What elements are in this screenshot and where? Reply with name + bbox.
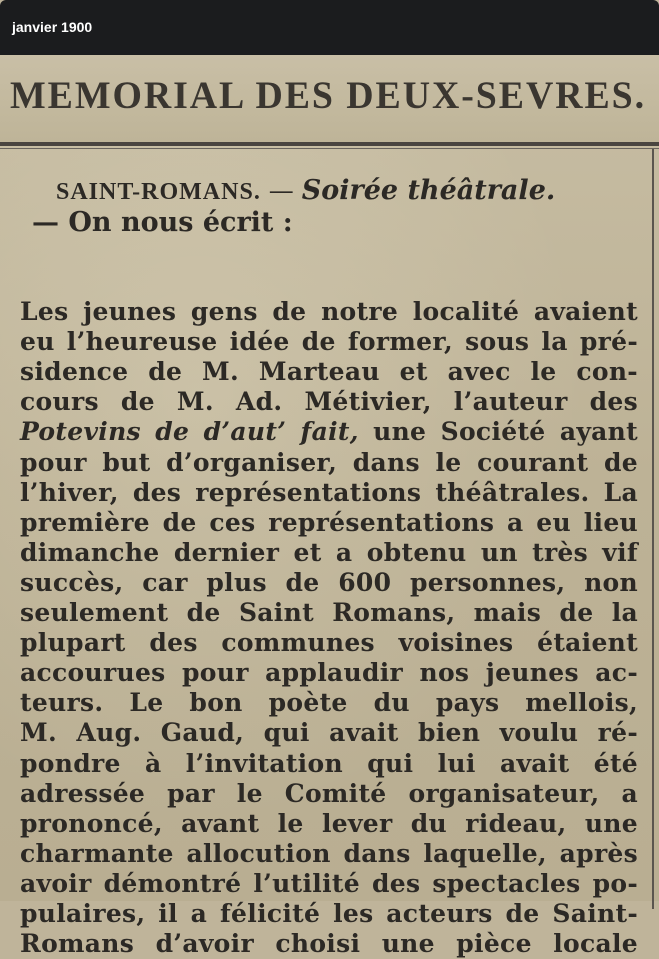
article-line: M. Aug. Gaud, qui avait bien voulu ré- (20, 718, 638, 748)
article-line: avoir démontré l’utilité des spectacles po- (20, 868, 638, 898)
title-bar (0, 0, 659, 55)
newspaper-scan (0, 55, 659, 959)
line-text: une Société ayant (358, 417, 638, 447)
article-line: pondre à l’invitation qui lui avait été (20, 748, 638, 778)
article-line: pour but d’organiser, dans le courant de (20, 447, 638, 477)
article-line: plupart des communes voisines étaient (20, 628, 638, 658)
masthead (0, 55, 659, 143)
masthead-rule (0, 142, 659, 146)
headline-topic: Soirée théâtrale. (301, 175, 556, 206)
article-line: dimanche dernier et a obtenu un très vif (20, 537, 638, 567)
article-line: accourues pour applaudir nos jeunes ac- (20, 658, 638, 688)
article-line: sidence de M. Marteau et avec le con- (20, 357, 638, 387)
article-line: succès, car plus de 600 personnes, non (20, 567, 638, 597)
article-line: première de ces représentations a eu lieu (20, 507, 638, 537)
article-line (20, 417, 638, 447)
headline-dash: — (260, 176, 302, 205)
headline-place: SAINT-ROMANS. (56, 179, 261, 205)
article-line: charmante allocution dans laquelle, après (20, 838, 638, 868)
article-line: adressée par le Comité organisateur, a (20, 778, 638, 808)
article-line: l’hiver, des représentations théâtrales. La (20, 477, 638, 507)
article-line: prononcé, avant le lever du rideau, une (20, 808, 638, 838)
article-line: teurs. Le bon poète du pays mellois, (20, 688, 638, 718)
article-line: seulement de Saint Romans, mais de la (20, 598, 638, 627)
article (0, 149, 650, 959)
newspaper-name: MEMORIAL DES DEUX-SEVRES. (10, 74, 647, 117)
article-line: pulaires, il a félicité les acteurs de Saint- (20, 899, 638, 928)
article-line: cours de M. Ad. Métivier, l’auteur des (20, 387, 638, 417)
column-rule (652, 149, 654, 909)
article-line: Les jeunes gens de notre localité avaient (20, 297, 638, 326)
article-subhead: — On nous écrit : (32, 207, 293, 238)
window-title: janvier 1900 (12, 19, 93, 35)
article-headline (56, 175, 555, 206)
article-line: eu l’heureuse idée de former, sous la pré- (20, 327, 638, 357)
work-title: Potevins de d’aut’ fait, (20, 417, 359, 447)
article-line: Romans d’avoir choisi une pièce locale (20, 929, 638, 959)
